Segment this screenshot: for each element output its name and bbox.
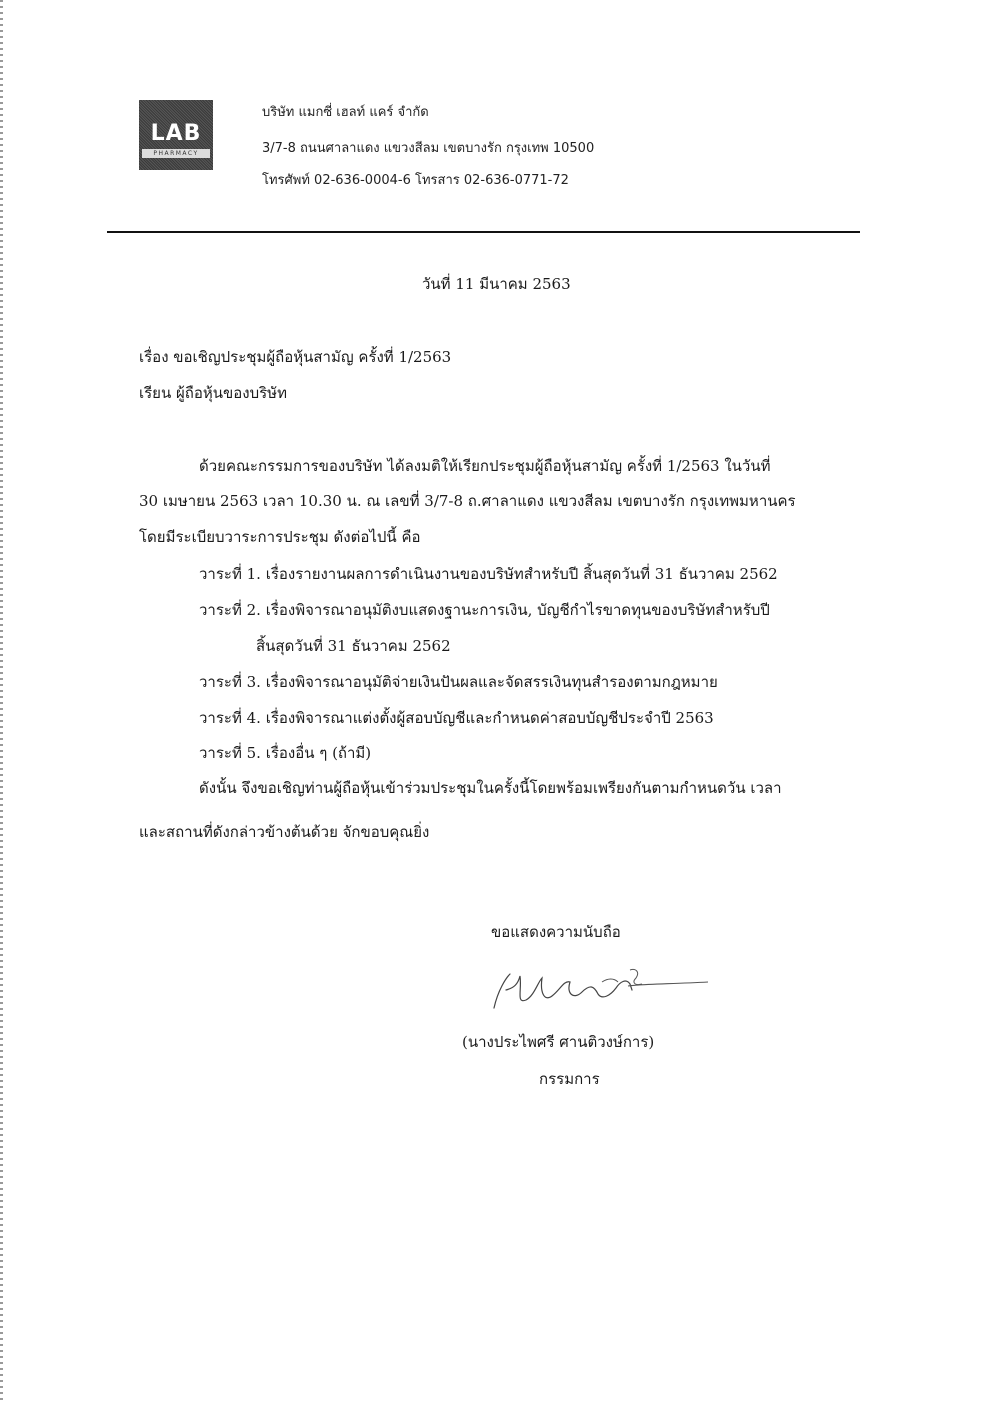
closing-line-2: และสถานที่ดังกล่าวข้างต้นด้วย จักขอบคุณยิ่ง <box>139 823 430 841</box>
letter-recipient: เรียน ผู้ถือหุ้นของบริษัท <box>139 384 287 402</box>
intro-line-3: โดยมีระเบียบวาระการประชุม ดังต่อไปนี้ คือ <box>139 528 421 546</box>
signer-title: กรรมการ <box>539 1070 600 1088</box>
intro-line-1: ด้วยคณะกรรมการของบริษัท ได้ลงมติให้เรียกประชุมผู้ถือหุ้นสามัญ ครั้งที่ 1/2563 ในวันที่ <box>199 457 771 475</box>
company-address: 3/7-8 ถนนศาลาแดง แขวงสีลม เขตบางรัก กรุงเทพ 10500 <box>262 141 595 156</box>
scan-edge <box>0 0 3 1403</box>
agenda-item-4: วาระที่ 4. เรื่องพิจารณาแต่งตั้งผู้สอบบัญชีและกำหนดค่าสอบบัญชีประจำปี 2563 <box>199 709 714 727</box>
closing-line-1: ดังนั้น จึงขอเชิญท่านผู้ถือหุ้นเข้าร่วมประชุมในครั้งนี้โดยพร้อมเพรียงกันตามกำหนดวัน เวลา <box>199 779 782 797</box>
header-divider <box>107 231 860 233</box>
letter-subject: เรื่อง ขอเชิญประชุมผู้ถือหุ้นสามัญ ครั้งที่ 1/2563 <box>139 348 452 366</box>
regards: ขอแสดงความนับถือ <box>491 923 621 941</box>
agenda-item-3: วาระที่ 3. เรื่องพิจารณาอนุมัติจ่ายเงินปันผลและจัดสรรเงินทุนสำรองตามกฎหมาย <box>199 673 718 691</box>
signer-name: (นางประไพศรี ศานติวงษ์การ) <box>462 1033 655 1051</box>
letter-date: วันที่ 11 มีนาคม 2563 <box>422 275 571 293</box>
signature-image <box>480 960 720 1020</box>
agenda-item-2: วาระที่ 2. เรื่องพิจารณาอนุมัติงบแสดงฐานะการเงิน, บัญชีกำไรขาดทุนของบริษัทสำหรับปี <box>199 601 770 619</box>
logo-subtext: PHARMACY <box>142 149 210 158</box>
logo-text: LAB <box>150 121 202 146</box>
company-logo <box>139 100 213 170</box>
intro-line-2: 30 เมษายน 2563 เวลา 10.30 น. ณ เลขที่ 3/7-8 ถ.ศาลาแดง แขวงสีลม เขตบางรัก กรุงเทพมหานคร <box>139 492 796 510</box>
agenda-item-5: วาระที่ 5. เรื่องอื่น ๆ (ถ้ามี) <box>199 744 372 762</box>
agenda-item-1: วาระที่ 1. เรื่องรายงานผลการดำเนินงานของบริษัทสำหรับปี สิ้นสุดวันที่ 31 ธันวาคม 2562 <box>199 565 778 583</box>
company-contact: โทรศัพท์ 02-636-0004-6 โทรสาร 02-636-0771-72 <box>262 173 569 188</box>
agenda-item-2-continuation: สิ้นสุดวันที่ 31 ธันวาคม 2562 <box>256 637 451 655</box>
company-name: บริษัท แมกซี่ เฮลท์ แคร์ จำกัด <box>262 105 429 120</box>
